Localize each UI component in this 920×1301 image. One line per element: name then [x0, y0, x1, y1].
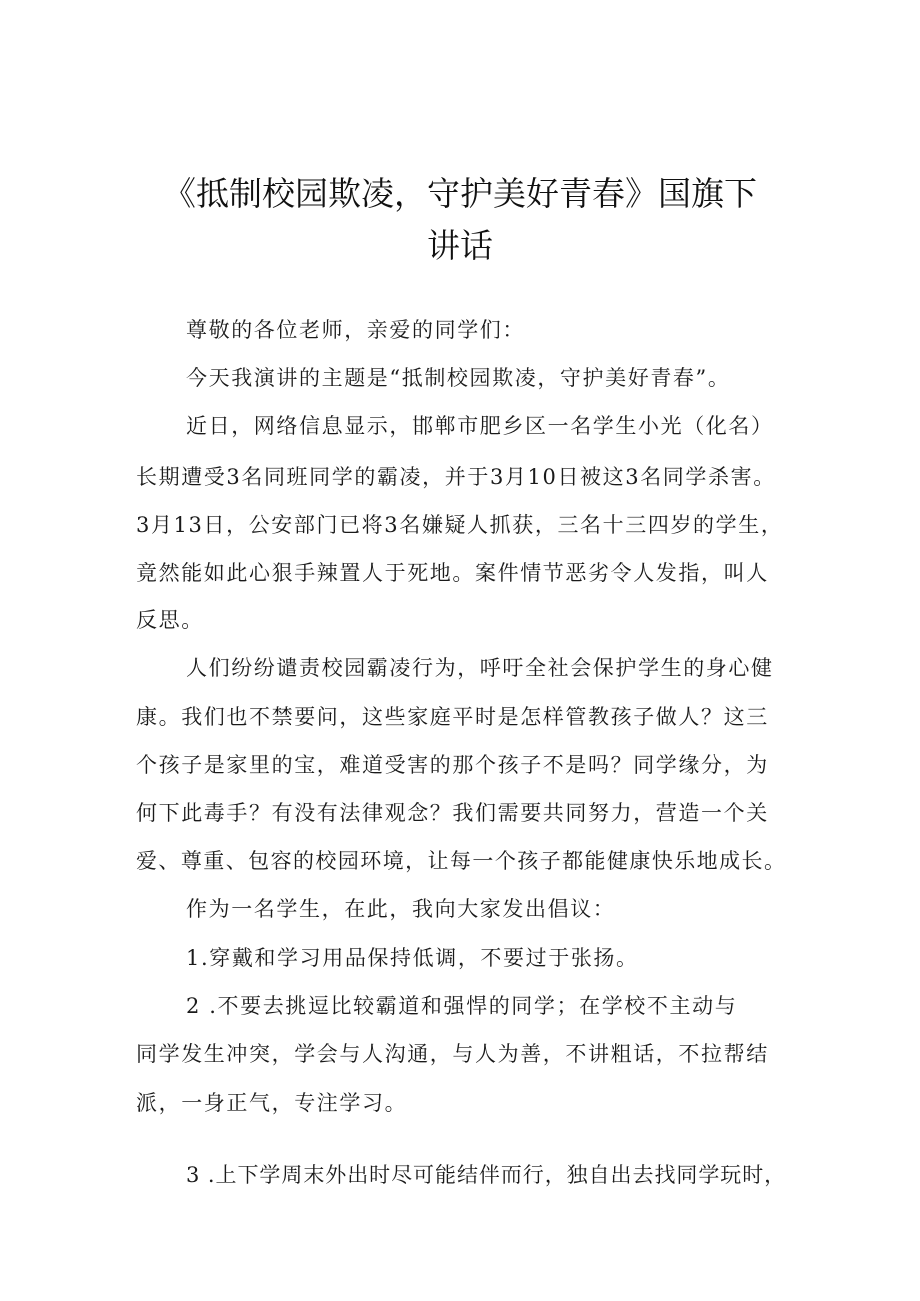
- body-line: 反思。: [136, 608, 204, 632]
- body-line: 长期遭受3名同班同学的霸凌，并于3月10日被这3名同学杀害。: [136, 465, 776, 489]
- title-line-1: 《抵制校园欺凌，守护美好青春》国旗下: [163, 174, 757, 213]
- body-line: 近日，网络信息显示，邯郸市肥乡区一名学生小光（化名）: [186, 414, 774, 438]
- body-line: 爱、尊重、包容的校园环境，让每一个孩子都能健康快乐地成长。: [136, 849, 787, 873]
- list-item-1: 1.穿戴和学习用品保持低调，不要过于张扬。: [186, 946, 639, 970]
- list-item-2: 2 .不要去挑逗比较霸道和强悍的同学；在学校不主动与: [186, 994, 738, 1018]
- body-line: 何下此毒手？有没有法律观念？我们需要共同努力，营造一个关: [136, 801, 769, 825]
- body-line: 个孩子是家里的宝，难道受害的那个孩子不是吗？同学缘分，为: [136, 753, 769, 777]
- body-line: 竟然能如此心狠手辣置人于死地。案件情节恶劣令人发指，叫人: [136, 561, 769, 585]
- list-item-3: 3 .上下学周末外出时尽可能结伴而行，独自出去找同学玩时，: [186, 1163, 787, 1187]
- body-line: 3月13日，公安部门已将3名嫌疑人抓获，三名十三四岁的学生，: [136, 513, 784, 537]
- topic-line: 今天我演讲的主题是“抵制校园欺凌，守护美好青春”。: [186, 366, 731, 390]
- body-line: 人们纷纷谴责校园霸凌行为，呼吁全社会保护学生的身心健: [186, 656, 774, 680]
- body-line: 康。我们也不禁要问，这些家庭平时是怎样管教孩子做人？这三: [136, 705, 769, 729]
- proposal-intro-line: 作为一名学生，在此，我向大家发出倡议：: [186, 897, 616, 921]
- body-line: 派，一身正气，专注学习。: [136, 1091, 408, 1115]
- title-line-2: 讲话: [427, 226, 493, 265]
- salutation-line: 尊敬的各位老师，亲爱的同学们：: [186, 318, 525, 342]
- body-line: 同学发生冲突，学会与人沟通，与人为善，不讲粗话，不拉帮结: [136, 1042, 769, 1066]
